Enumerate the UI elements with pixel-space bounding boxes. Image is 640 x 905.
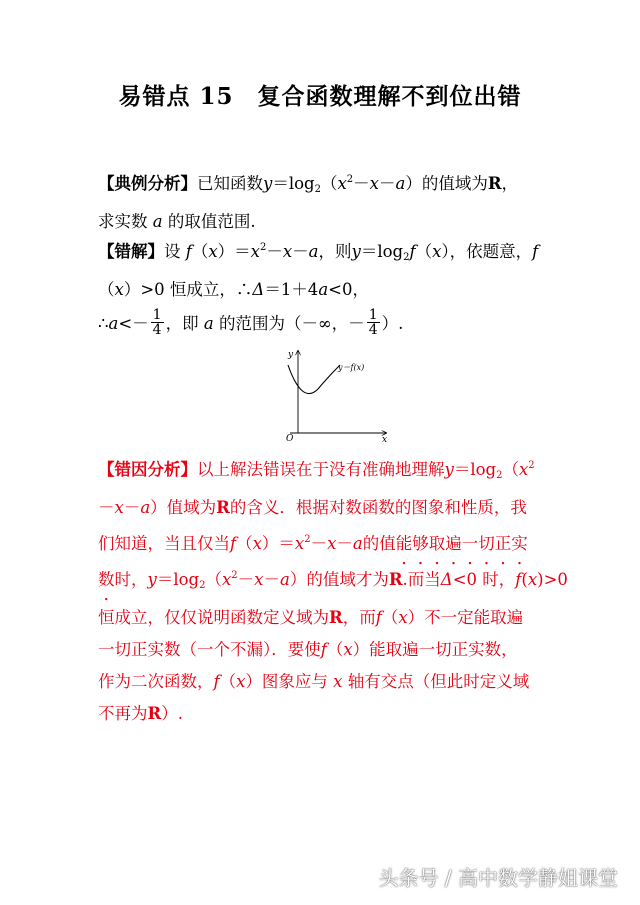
- text: －: [292, 242, 309, 261]
- text: －: [310, 534, 328, 553]
- origin-label: O: [286, 434, 294, 444]
- var: Δ: [440, 570, 453, 589]
- var: x: [221, 570, 232, 589]
- var: a: [108, 314, 119, 333]
- fraction: [151, 308, 164, 337]
- result-line-content: [98, 308, 558, 340]
- var: x: [343, 640, 353, 659]
- wrong-solution-paragraph: [98, 232, 558, 306]
- y-axis-label: y: [288, 350, 294, 360]
- text: （: [191, 242, 209, 261]
- text: 的范围为（－∞，－: [218, 314, 365, 333]
- curve-label: y＝f(x): [338, 363, 365, 372]
- var: a: [279, 570, 290, 589]
- fraction: [367, 308, 380, 337]
- var: a: [318, 280, 329, 299]
- var: x: [518, 460, 529, 479]
- text: （: [381, 608, 399, 627]
- bold-r: R: [388, 570, 403, 589]
- text: －: [237, 570, 255, 589]
- emphasized-char: 数: [98, 570, 115, 589]
- var: f: [532, 242, 539, 261]
- emphasized-char: 正: [494, 534, 512, 553]
- text: <0，: [328, 280, 369, 299]
- emphasized-text: [396, 534, 528, 553]
- text: 的取值范围.: [167, 212, 256, 231]
- text: )>0: [537, 570, 568, 589]
- text: ＝1＋4: [264, 280, 319, 299]
- text: ）图象应与: [245, 672, 328, 691]
- text: 设: [164, 242, 181, 261]
- superscript: 2: [528, 460, 535, 471]
- text: ＝log: [272, 174, 315, 193]
- text: <0 时，: [452, 570, 516, 589]
- var: x: [327, 534, 337, 553]
- text: ），依题意，: [441, 242, 533, 261]
- text: (: [521, 570, 528, 589]
- numerator: 1: [368, 307, 378, 323]
- superscript: 2: [259, 242, 267, 253]
- text: －: [263, 570, 280, 589]
- var: y: [351, 242, 361, 261]
- text: －: [336, 534, 353, 553]
- text: 时，: [114, 570, 148, 589]
- bold-r: R: [487, 174, 502, 193]
- superscript: 2: [304, 534, 311, 545]
- var: y: [147, 570, 157, 589]
- var: y: [444, 460, 454, 479]
- subscript: 2: [314, 184, 321, 195]
- text: 轴有交点（但此时定义域: [347, 672, 530, 691]
- var: y: [263, 174, 273, 193]
- text: ）的值域为: [405, 174, 488, 193]
- x-axis-label: x: [382, 435, 388, 445]
- text: 作为二次函数，: [98, 672, 214, 691]
- var: x: [252, 534, 262, 553]
- var: a: [352, 534, 363, 553]
- analysis-line-8: [98, 698, 558, 730]
- var: f: [185, 242, 192, 261]
- parabola-curve: [288, 365, 340, 394]
- analysis-line-6: [98, 634, 558, 666]
- denominator: 4: [152, 322, 162, 338]
- example-label: 【典例分析】: [98, 174, 197, 193]
- page-title: 易错点 15 复合函数理解不到位出错: [118, 83, 522, 110]
- text: ）＝: [261, 534, 295, 553]
- var: x: [282, 242, 293, 261]
- text: －: [266, 242, 283, 261]
- text: －: [123, 498, 141, 517]
- text: （: [205, 570, 222, 589]
- emphasized-char: 遍: [445, 534, 462, 553]
- var: x: [294, 534, 305, 553]
- bold-r: R: [216, 498, 230, 517]
- var: f: [409, 242, 416, 261]
- emphasized-char: 能: [395, 534, 413, 553]
- function-graph: [280, 345, 400, 445]
- analysis-line-5: [98, 602, 558, 634]
- bold-r: R: [329, 608, 343, 627]
- text: 恒成立，仅仅说明函数定义域为: [98, 608, 329, 627]
- analysis-line-3: [98, 524, 558, 560]
- example-paragraph: [98, 164, 558, 238]
- text: ，: [501, 174, 519, 193]
- var: x: [250, 242, 260, 261]
- var: x: [236, 672, 246, 691]
- text: ，即: [165, 314, 199, 333]
- text: ）＝: [217, 242, 251, 261]
- superscript: 2: [346, 174, 354, 185]
- var: a: [140, 498, 151, 517]
- text: 不再为: [98, 704, 148, 723]
- numerator: 1: [152, 307, 162, 323]
- var: x: [208, 242, 218, 261]
- emphasized-char: 实: [511, 534, 528, 553]
- text: （: [320, 174, 338, 193]
- therefore: ∴: [98, 314, 109, 333]
- var: x: [398, 608, 408, 627]
- var: x: [369, 174, 379, 193]
- result-line: [98, 308, 558, 340]
- text: ）能取遍一切正实数，: [352, 640, 518, 659]
- text: <－: [118, 314, 149, 333]
- text: （: [415, 242, 433, 261]
- wrong-line-2: [98, 274, 558, 306]
- wrong-label: 【错解】: [98, 242, 164, 261]
- text: 的值: [362, 534, 396, 553]
- analysis-line-2: [98, 492, 558, 524]
- bold-r: R: [147, 704, 162, 723]
- text: 以上解法错误在于没有准确地理解: [197, 460, 445, 479]
- var: x: [527, 570, 538, 589]
- var: x: [114, 498, 124, 517]
- emphasized-char: 切: [478, 534, 495, 553]
- text: －: [378, 174, 396, 193]
- text: ）的值域才为: [289, 570, 389, 589]
- text: ，则: [318, 242, 352, 261]
- subscript: 2: [403, 252, 410, 263]
- emphasized-char: 一: [461, 534, 479, 553]
- var: Δ: [252, 280, 265, 299]
- analysis-line-7: [98, 666, 558, 698]
- text: －: [98, 498, 115, 517]
- emphasized-char: 够: [412, 534, 429, 553]
- wrong-line-1: [98, 232, 558, 274]
- var: x: [432, 242, 442, 261]
- var: x: [333, 672, 343, 691]
- text: ）>0 恒成立，∴: [123, 280, 253, 299]
- text: 已知函数: [197, 174, 263, 193]
- var: f: [230, 534, 237, 553]
- var: x: [114, 280, 124, 299]
- text: （: [98, 280, 115, 299]
- text: ，而: [342, 608, 376, 627]
- emphasized-char: 取: [428, 534, 446, 553]
- text: 一切正实数（一个不漏）．要使: [98, 640, 321, 659]
- var: x: [337, 174, 347, 193]
- var: x: [254, 570, 264, 589]
- subscript: 2: [496, 470, 503, 481]
- var: f: [515, 570, 522, 589]
- example-line-1: [98, 164, 558, 206]
- denominator: 4: [368, 322, 378, 338]
- text: （: [326, 640, 344, 659]
- var: a: [395, 174, 406, 193]
- var: a: [308, 242, 319, 261]
- text: （: [502, 460, 519, 479]
- text: －: [353, 174, 370, 193]
- text: ）.: [161, 704, 183, 723]
- text: 的含义．根据对数函数的图象和性质，我: [229, 498, 527, 517]
- text: ＝log: [156, 570, 200, 589]
- superscript: 2: [231, 570, 238, 581]
- var: f: [213, 672, 220, 691]
- analysis-label: 【错因分析】: [98, 460, 197, 479]
- emphasized-text: [98, 570, 115, 589]
- text: .而当: [402, 570, 441, 589]
- text: 求实数: [98, 212, 148, 231]
- text: ）不一定能取遍: [407, 608, 524, 627]
- subscript: 2: [199, 580, 206, 591]
- text: ）.: [381, 314, 404, 333]
- error-analysis-paragraph: [98, 450, 568, 730]
- text: （: [219, 672, 237, 691]
- watermark: 头条号 / 高中数学静姐课堂: [378, 866, 618, 890]
- var: a: [203, 314, 214, 333]
- var: f: [375, 608, 382, 627]
- text: ＝log: [360, 242, 404, 261]
- text: ＝log: [453, 460, 497, 479]
- var: a: [152, 212, 163, 231]
- text: 们知道，当且仅当: [98, 534, 230, 553]
- var: f: [320, 640, 327, 659]
- text: （: [236, 534, 253, 553]
- analysis-line-1: [98, 450, 558, 492]
- text: ）值域为: [150, 498, 217, 517]
